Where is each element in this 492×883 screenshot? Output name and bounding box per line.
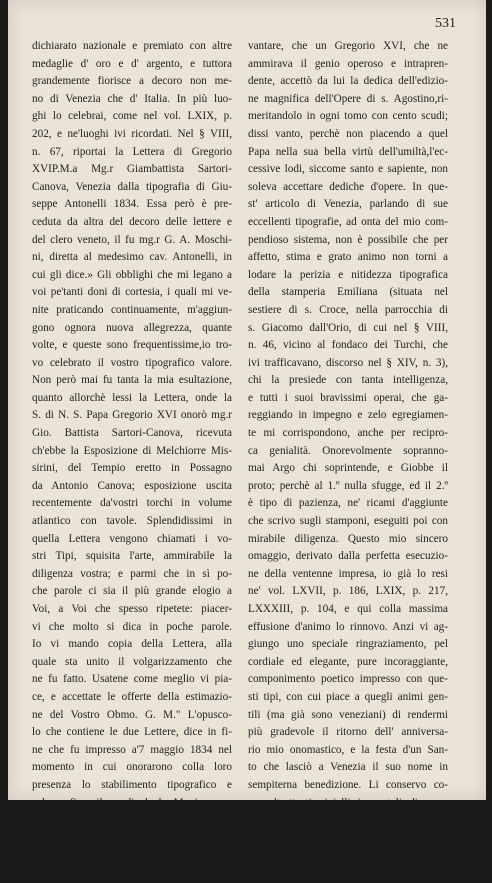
text-line: del clero veneto, il fu mg.r G. A. Moschi- xyxy=(32,233,232,246)
text-line: cie venete, con altri ragguardevoli fun- xyxy=(32,849,232,862)
page-number: 531 xyxy=(435,16,456,31)
text-line: momento in cui onorarono colla loro xyxy=(32,761,232,774)
text-line: sto ulteriore e solenne imperituro atte- xyxy=(248,831,448,844)
text-line: poi della tipografia Emiliana, non posso xyxy=(248,866,427,879)
text-line: chi la presiede con tanta intelligenza, xyxy=(248,374,448,387)
text-line: XVIP.M.a Mg.r Giambattista Sartori- xyxy=(32,163,232,176)
text-line: componimento poetico impresso con que- xyxy=(248,673,448,686)
text-line: proto; perchè al 1.º nulla sfugge, ed il 2.º xyxy=(248,479,448,492)
text-line: ivi trafficavano, discorso nel § XIV, n. 3), xyxy=(248,356,448,369)
text-line: Non però mai fu tanta la mia esultazione, xyxy=(32,374,232,387)
text-line: affetto, stima e grato animo non torni a xyxy=(248,251,448,264)
text-line: ghi lo celebrai, come nel vol. LXIX, p. xyxy=(32,110,232,123)
text-line: seppe Antonelli 1834. Essa però è pre- xyxy=(32,198,232,211)
text-line: che scrivo sugli stamponi, eseguiti poi con xyxy=(248,515,448,528)
text-line: quale sta unito il volgarizzamento che xyxy=(32,655,232,668)
left-text-column xyxy=(32,38,232,883)
text-line: nite praticando continuamente, m'aggiun- xyxy=(32,303,232,316)
text-line: cui gli dice.» Gli obblighi che mi legano a xyxy=(32,268,232,281)
text-line: ammirava il genio operoso e intrapren- xyxy=(248,57,448,70)
text-line: lodare la perizia e nitidezza tipografica xyxy=(248,268,448,281)
text-line: pendioso sistema, non è possibile che per xyxy=(248,233,448,246)
text-line: giungo uno speciale ringraziamento, pel xyxy=(248,638,448,651)
text-line: medaglie d' oro e d' argento, e tuttora xyxy=(32,57,232,70)
text-line: calcografico il cardinal J. Monico pa- xyxy=(32,796,232,809)
text-line: è tipo di pazienza, ne' ricami d'aggiunte xyxy=(248,497,448,510)
text-line: soleva accettare dediche d'opere. In que- xyxy=(248,180,448,193)
text-line: ceduta da altra del decoro delle lettere e xyxy=(32,215,232,228)
text-line: to che lasciò a Venezia il suo nome in xyxy=(248,761,448,774)
text-line: cordiale ed elegante, pure incoraggiante, xyxy=(248,655,448,668)
text-line: S. di N. S. Papa Gregorio XVI onorò mg.r xyxy=(32,409,232,422)
text-line: stri Tipi, squisita l'arte, ammirabile la xyxy=(32,550,232,563)
text-line: omaggio, derivato dalla perfetta esecuzio- xyxy=(248,550,448,563)
text-line: st' articolo di Venezia, parlando di sue xyxy=(248,198,448,211)
text-line: ne fu fatto. Usatene come meglio vi pia- xyxy=(32,673,232,686)
text-line: sti tipi, con cui piace a quegli animi gen- xyxy=(248,690,448,703)
text-line: grandemente fiorisce a decoro non me- xyxy=(32,75,232,88)
text-line: ne' vol. LXVII, p. 186, LXIX, p. 217, xyxy=(248,585,448,598)
right-text-column xyxy=(248,38,448,883)
text-line: mai Argo chi soprintende, e Giobbe il xyxy=(248,462,448,475)
text-line: rio mio onomastico, e la festa d'un San- xyxy=(248,743,448,756)
text-line: Canova, Venezia dalla tipografia di Giu- xyxy=(32,180,232,193)
text-line: dente, accettò da lui la dedica dell'edizio- xyxy=(248,75,448,88)
text-line: Io vi mando copia della Lettera, alla xyxy=(32,638,232,651)
text-line: stato di giustizia e d' amore. Parlando xyxy=(248,849,448,862)
text-line: tili (ma già sono veneziani) di rendermi xyxy=(248,708,448,721)
text-line: tista di Spaur governatore delle provin- xyxy=(32,831,232,844)
text-line: sempiterna benedizione. Li conservo co- xyxy=(248,778,448,791)
text-line: ne magnifica dell'Opere di s. Agostino,ri- xyxy=(248,92,448,105)
text-line: no di Venezia che d' Italia. In più luo- xyxy=(32,92,232,105)
text-line: sirini, del Tempio eretto in Possagno xyxy=(32,462,232,475)
text-line: più gradevole il ritorno dell' anniversa- xyxy=(248,726,448,739)
text-line: lo che contiene le due Lettere, dice in fi- xyxy=(32,726,232,739)
text-line: Gio. Battista Sartori-Canova, ricevuta xyxy=(32,427,232,440)
text-line: dichiarato nazionale e premiato con altre xyxy=(32,40,232,52)
text-line: quella Lettera vengono chiamati i vo- xyxy=(32,532,232,545)
book-page xyxy=(8,0,486,879)
text-line: vantare, che un Gregorio XVI, che ne xyxy=(248,40,448,52)
text-line: della stamperia Emiliana (situata nel xyxy=(248,286,448,299)
text-line: s. Giacomo dall'Orio, di cui nel § VIII, xyxy=(248,321,448,334)
text-line: ce, e accettate le offerte della estimazio- xyxy=(32,690,232,703)
text-line: Voi, a Voi che spesso ripetete: piacer- xyxy=(32,603,232,615)
text-line: LXXXIII, p. 104, e qui colla massima xyxy=(248,603,448,615)
text-line: triarca di Venezia, ed il conte Gio. Bat- xyxy=(32,814,232,827)
text-line: da Antonio Canova; esposizione uscita xyxy=(32,479,232,492)
text-line: 202, e ne'luoghi ivi ricordati. Nel § VIII, xyxy=(32,127,232,140)
text-line: recentemente da'vostri torchi in volume xyxy=(32,497,232,510)
text-line: ne della ventenne impresa, io già lo resi xyxy=(248,567,448,580)
text-line: e tutti i suoi bravissimi operai, che ga- xyxy=(248,391,448,404)
text-line: vo celebrato il vostro tipografico valore. xyxy=(32,356,232,369)
text-line: n. 67, riportai la Lettera di Gregorio xyxy=(32,145,232,158)
text-line: n. 46, vicino al fondaco dei Turchi, che xyxy=(248,339,448,352)
text-line: ca genialità. Onorevolmente sopranno- xyxy=(248,444,448,457)
text-line: dissi vanto, perchè non piacendo a quel xyxy=(248,127,448,140)
text-line: sestiere di s. Croce, nella parrocchia di xyxy=(248,303,448,316)
text-line: Papa nella sua bella virtù dell'umiltà,l'ec- xyxy=(248,145,448,158)
text-line: vi che molto si dica in poche parole. xyxy=(32,620,232,633)
text-line: ni, diretta al medesimo cav. Antonelli, in xyxy=(32,251,232,264)
text-line: ch'ebbe la Esposizione di Melchiorre Mis- xyxy=(32,444,232,457)
text-line: atlantico con tavole. Splendidissimi in xyxy=(32,515,232,528)
text-line: ce soddisfazione. Essi tutti s'abbiano que- xyxy=(248,814,448,827)
text-line: zionari e soggetti. Il cav. Antonelli può xyxy=(32,866,206,879)
text-line: volte, e queste sono frequentissime,io tro- xyxy=(32,339,232,352)
text-line: presenza lo stabilimento tipografico e xyxy=(32,778,232,791)
text-line: me altrettanti gioielli immortali di vera- xyxy=(248,796,448,809)
text-line: eccellenti tipografie, ad onta del mio com- xyxy=(248,215,448,228)
text-line: ne che fu impresso a'7 maggio 1834 nel xyxy=(32,743,232,756)
text-line: reggiando in impegno e zelo egregiamen- xyxy=(248,409,448,422)
text-line: meritandolo in ogni tomo con cento scudi; xyxy=(248,110,448,123)
text-line: che parole ci sia il più grande elogio a xyxy=(32,585,232,598)
text-line: mirabile diligenza. Questo mio sincero xyxy=(248,532,448,545)
text-line: cessive lodi, siccome santo e sapiente, non xyxy=(248,163,448,176)
text-line: te mi corrispondono, anche per recipro- xyxy=(248,427,448,440)
text-line: effusione d'animo lo rinnovo. Anzi vi ag- xyxy=(248,620,448,633)
text-line: diligenza vostra; e parmi che in sì po- xyxy=(32,567,232,580)
text-line: voi pe'tanti doni di cortesia, i quali mi ve- xyxy=(32,286,232,299)
text-line: ne del Vostro Obmo. G. M." L'opusco- xyxy=(32,708,232,721)
text-line: gono ognora nuova allegrezza, quante xyxy=(32,321,232,334)
text-line: quanto allorchè lessi la Lettera, onde la xyxy=(32,391,232,404)
